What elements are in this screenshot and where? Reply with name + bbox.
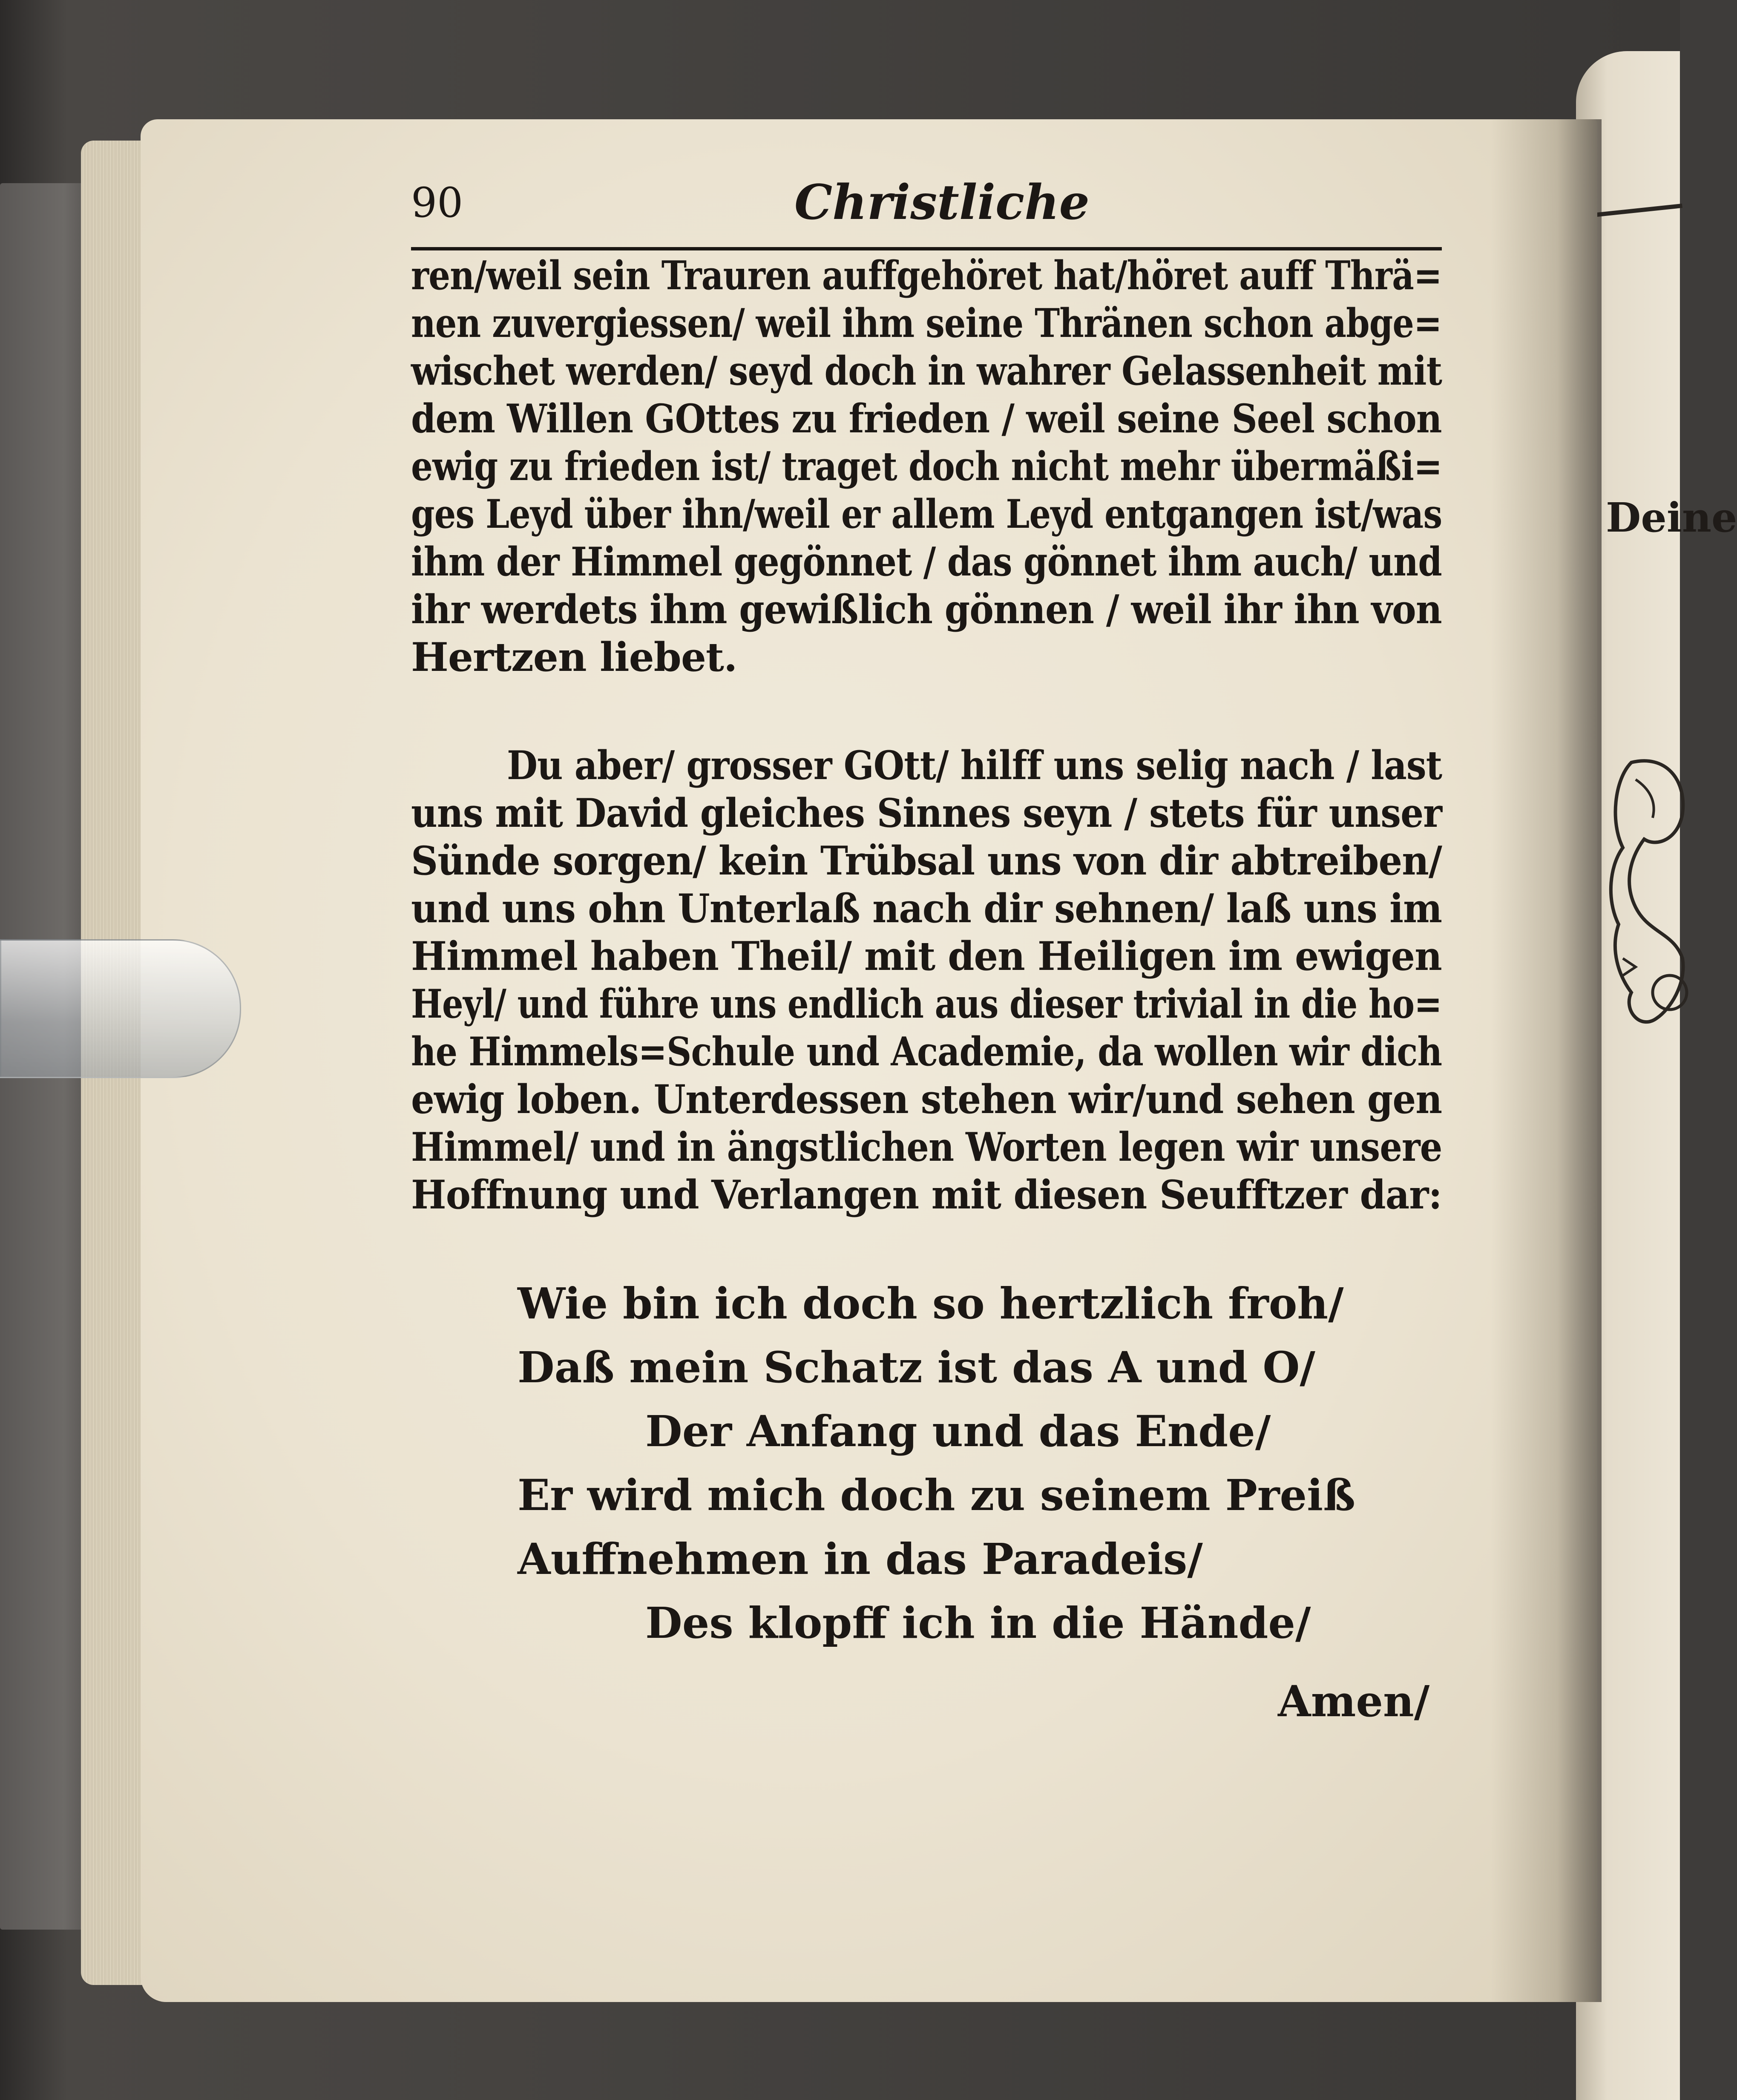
text-line: Himmel haben Theil/ mit den Heiligen im ewigen [411,933,1442,979]
text-line: nen zuvergiessen/ weil ihm seine Thränen schon abge= [411,300,1442,346]
page-gutter-shadow [1491,119,1602,2002]
page-header [411,175,1442,230]
text-line: und uns ohn Unterlaß nach dir sehnen/ laß uns im [411,885,1442,932]
text-line: wischet werden/ seyd doch in wahrer Gelassenheit mit [411,348,1442,394]
text-line: Du aber/ grosser GOtt/ hilff uns selig nach / last [507,742,1442,788]
text-line: he Himmels=Schule und Academie, da wollen wir dich [411,1028,1442,1075]
text-line: dem Willen GOttes zu frieden / weil seine Seel schon [411,395,1442,442]
text-line: ihm der Himmel gegönnet / das gönnet ihm auch/ und [411,538,1442,585]
verse-line: Des klopff ich in die Hände/ [645,1598,1311,1648]
verse-line: Daß mein Schatz ist das A und O/ [518,1342,1315,1392]
verse-line: Auffnehmen in das Paradeis/ [518,1534,1203,1584]
text-line: Sünde sorgen/ kein Trübsal uns von dir abtreiben/ [411,837,1442,884]
facing-page-fragment: Deine [1606,494,1737,541]
verse-line: Er wird mich doch zu seinem Preiß [518,1470,1356,1520]
closing-amen: Amen/ [1278,1676,1430,1726]
text-line: Hertzen liebet. [411,634,737,680]
header-rule [411,247,1442,250]
paragraph-2 [411,741,1442,1231]
cherub-illustration [1606,754,1691,1095]
verse-stanza [411,1278,1442,1648]
text-line: ewig loben. Unterdessen stehen wir/und sehen gen [411,1076,1442,1122]
paragraph-1 [411,251,1442,694]
text-line: ewig zu frieden ist/ traget doch nicht mehr übermäßi= [411,443,1442,489]
verse-line: Wie bin ich doch so hertzlich froh/ [518,1278,1344,1329]
text-line: Himmel/ und in ängstlichen Worten legen wir unsere [411,1124,1442,1170]
text-line: ihr werdets ihm gewißlich gönnen / weil ihr ihn von [411,586,1442,633]
verse-line: Der Anfang und das Ende/ [645,1406,1271,1456]
running-title: Christliche [794,175,1090,230]
page-number: 90 [411,179,463,227]
text-line: ges Leyd über ihn/weil er allem Leyd entgangen ist/was [411,491,1442,537]
text-line: uns mit David gleiches Sinnes seyn / stets für unser [411,790,1442,836]
text-line: Heyl/ und führe uns endlich aus dieser trivial in die ho= [411,981,1442,1027]
bookmark-clip [0,939,241,1078]
text-line: ren/weil sein Trauren auffgehöret hat/höret auff Thrä= [411,252,1442,299]
text-line: Hoffnung und Verlangen mit diesen Seufftzer dar: [411,1171,1442,1218]
